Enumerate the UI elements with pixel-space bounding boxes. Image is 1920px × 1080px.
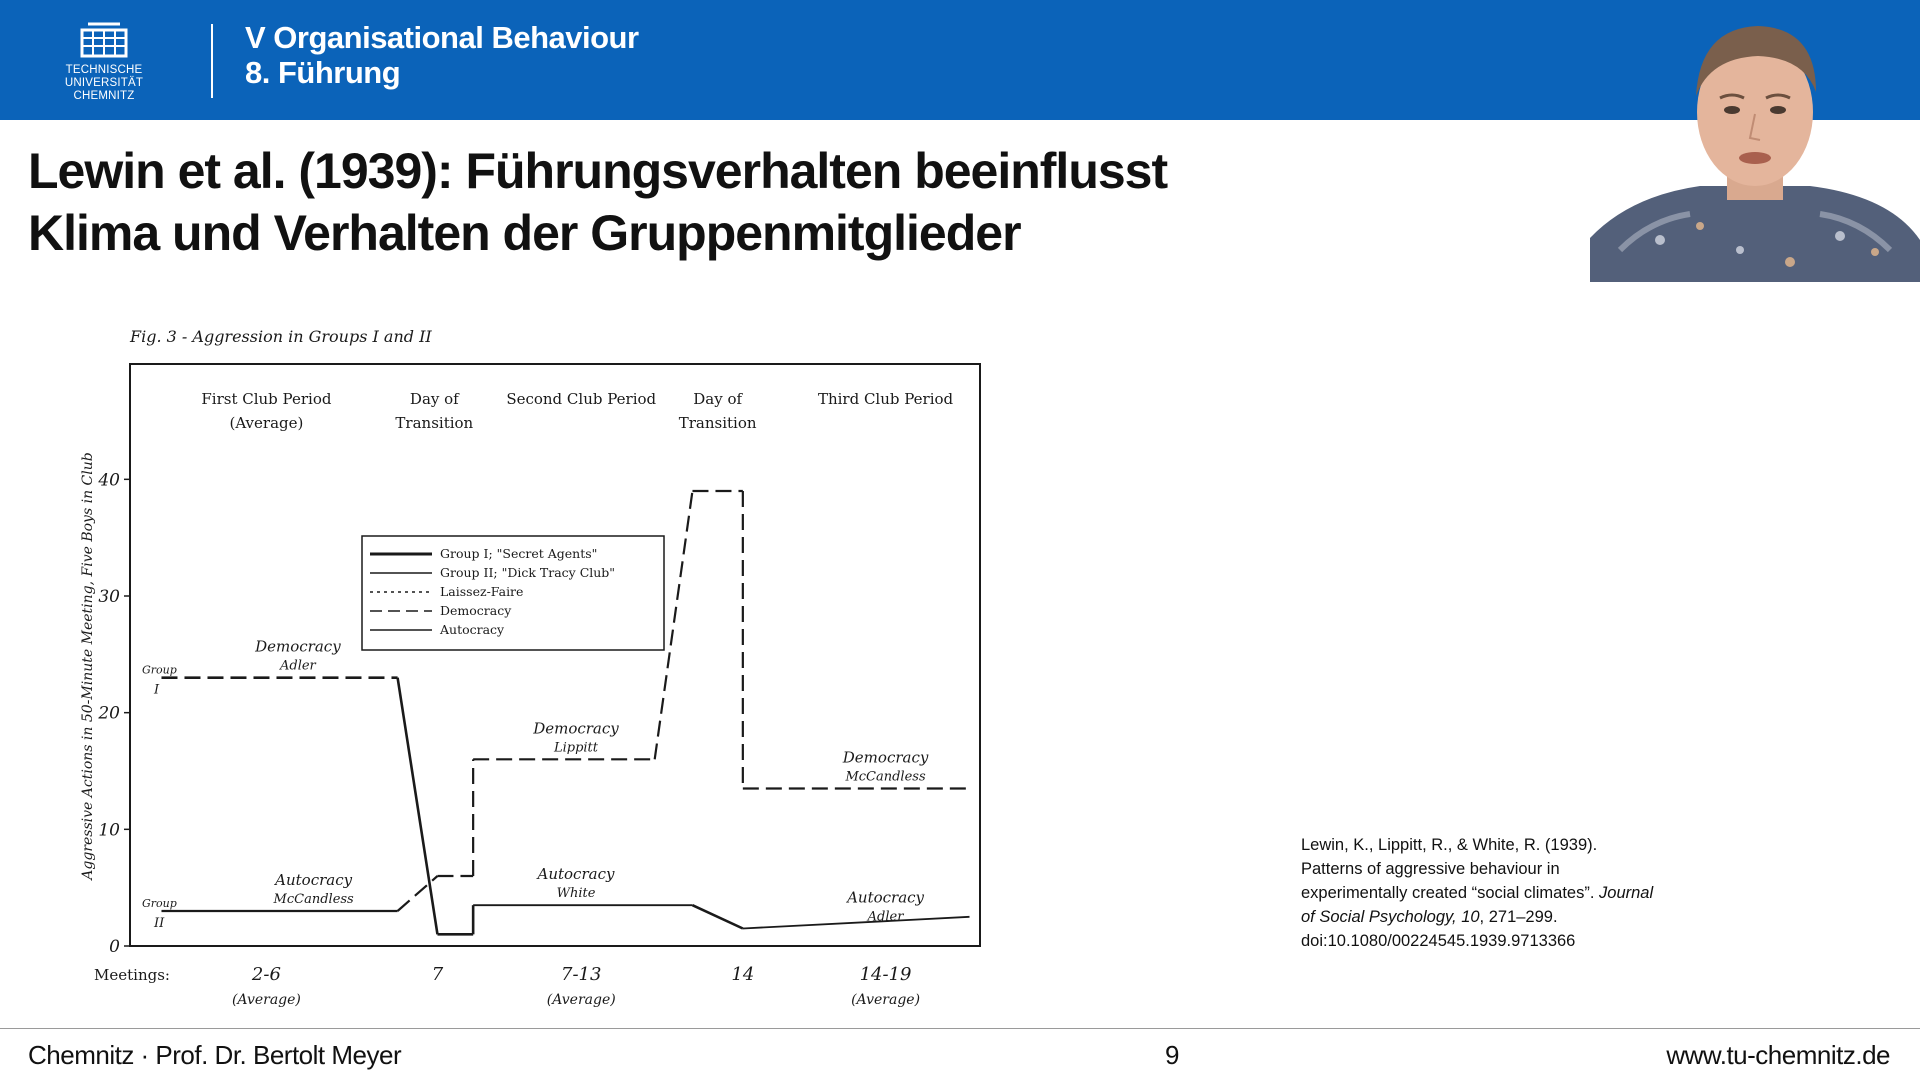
annotation-leader: McCandless: [845, 769, 926, 785]
series-line-group-i: [743, 917, 970, 929]
chart-title: Fig. 3 - Aggression in Groups I and II: [130, 327, 432, 346]
annotation-leadership: Democracy: [255, 637, 341, 656]
annotation-leadership: Autocracy: [537, 865, 615, 884]
x-tick-label: 7-13: [561, 964, 602, 985]
series-group-numeral: I: [154, 682, 160, 698]
citation-journal: Journal of Social Psychology, 10: [1301, 884, 1654, 926]
slide-title-line2: Klima und Verhalten der Gruppenmitglieder: [28, 205, 1021, 261]
series-line-group-i: [398, 678, 438, 935]
x-tick-label: 14-19: [859, 964, 912, 985]
annotation-leader: White: [556, 886, 596, 902]
y-tick-label: 20: [98, 703, 120, 724]
annotation-leadership: Democracy: [842, 748, 929, 767]
period-header: Second Club Period: [506, 390, 657, 408]
slide-title-line1: Lewin et al. (1939): Führungsverhalten beeinflusst: [28, 143, 1168, 199]
period-header-sub: Transition: [678, 414, 757, 432]
x-tick-sublabel: (Average): [851, 992, 921, 1008]
legend-label: Autocracy: [440, 622, 505, 637]
series-line-group-i: [692, 905, 742, 928]
period-header-sub: (Average): [229, 414, 304, 432]
annotation-leader: Lippitt: [553, 740, 599, 756]
lewin-aggression-figure: [70, 318, 1010, 1008]
aggression-chart: [70, 318, 1010, 1008]
x-tick-sublabel: (Average): [546, 992, 616, 1008]
y-axis-label: Aggressive Actions in 50-Minute Meeting, Five Boys in Club: [80, 452, 96, 880]
presenter-video-icon: [1590, 0, 1920, 282]
series-group-label: Group: [142, 897, 177, 910]
x-tick-sublabel: (Average): [231, 992, 301, 1008]
footer-url: www.tu-chemnitz.de: [1666, 1040, 1890, 1070]
header-divider: [211, 24, 213, 98]
series-group-label: Group: [142, 663, 177, 677]
logo-text-line1: TECHNISCHE UNIVERSITÄT: [64, 64, 144, 89]
y-tick-label: 30: [98, 587, 120, 607]
y-tick-label: 0: [109, 937, 120, 957]
footer-presenter: Chemnitz · Prof. Dr. Bertolt Meyer: [28, 1040, 402, 1070]
legend-label: Group II; "Dick Tracy Club": [440, 565, 616, 580]
annotation-leader: Adler: [280, 658, 316, 674]
course-title: V Organisational Behaviour: [245, 20, 639, 55]
presenter-webcam: [1590, 0, 1920, 282]
legend-label: Group I; "Secret Agents": [440, 546, 598, 561]
citation-pages-doi: , 271–299. doi:10.1080/00224545.1939.9713366: [1301, 908, 1576, 950]
period-header: First Club Period: [201, 390, 332, 408]
annotation-leader: Adler: [867, 909, 904, 925]
x-tick-label: 2-6: [251, 964, 281, 985]
x-axis-label: Meetings:: [94, 966, 170, 984]
logo-text-line2: CHEMNITZ: [73, 90, 135, 102]
period-header-sub: Transition: [395, 414, 474, 432]
period-header: Day of: [693, 390, 743, 408]
chapter-title: 8. Führung: [245, 55, 401, 90]
period-header: Day of: [409, 390, 459, 408]
y-tick-label: 10: [98, 820, 120, 841]
annotation-leadership: Autocracy: [275, 871, 353, 889]
slide-title: [28, 140, 1178, 264]
x-tick-label: 7: [431, 964, 444, 985]
page-number: 9: [1165, 1040, 1179, 1070]
header-text: [245, 20, 639, 90]
annotation-leadership: Democracy: [533, 719, 619, 738]
annotation-leadership: Autocracy: [847, 888, 925, 907]
annotation-leader: McCandless: [273, 892, 354, 907]
y-tick-label: 40: [98, 470, 120, 491]
series-group-numeral: II: [154, 916, 165, 931]
legend-label: Democracy: [440, 603, 512, 618]
university-logo: [28, 22, 180, 102]
citation-authors: Lewin, K., Lippitt, R., & White, R. (1939). Patterns of aggressive behaviour in experimentally created “social climates”.: [1301, 836, 1600, 902]
footer-divider: [0, 1028, 1920, 1029]
x-tick-label: 14: [731, 964, 755, 985]
period-header: Third Club Period: [817, 390, 954, 408]
legend-label: Laissez-Faire: [440, 584, 524, 599]
citation: [1301, 833, 1661, 953]
university-building-icon: [80, 22, 128, 58]
